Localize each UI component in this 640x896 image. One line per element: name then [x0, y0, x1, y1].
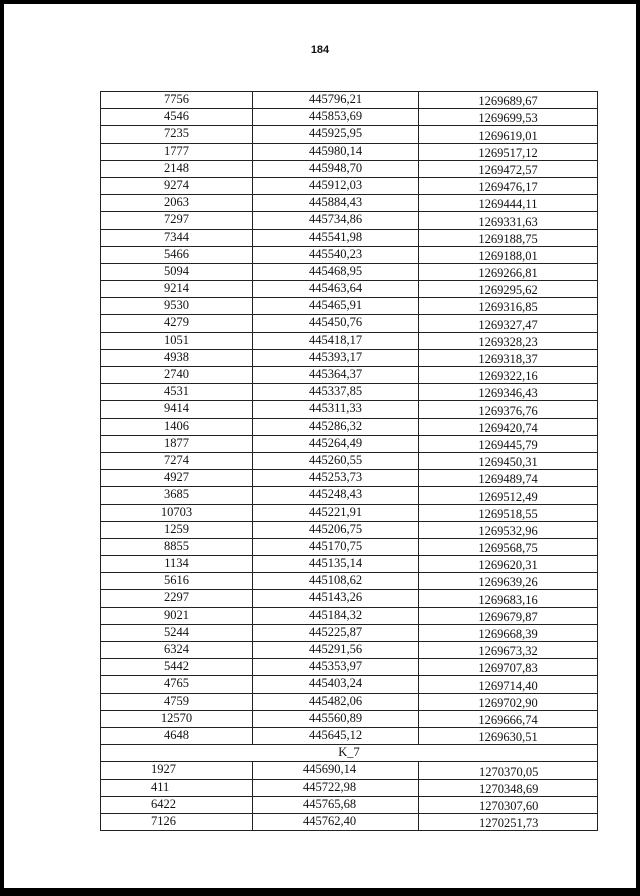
y-coordinate-cell: 1269517,12: [419, 143, 598, 160]
y-coordinate-cell: 1269316,85: [419, 298, 598, 315]
x-coordinate-cell: 445980,14: [253, 143, 419, 160]
y-coordinate-cell: 1269346,43: [419, 384, 598, 401]
table-row: [101, 710, 598, 727]
x-coordinate-cell: 445465,91: [253, 298, 419, 315]
point-number-cell: 12570: [101, 710, 253, 727]
table-row: [101, 126, 598, 143]
x-coordinate-cell: 445286,32: [253, 418, 419, 435]
table-row: [101, 659, 598, 676]
x-coordinate-cell: 445463,64: [253, 281, 419, 298]
x-coordinate-cell: 445143,26: [253, 590, 419, 607]
x-coordinate-cell: 445135,14: [253, 556, 419, 573]
x-coordinate-cell: 445170,75: [253, 538, 419, 555]
table-row: [101, 281, 598, 298]
point-number-cell: 9021: [101, 607, 253, 624]
point-number-cell: 10703: [101, 504, 253, 521]
x-coordinate-cell: 445353,97: [253, 659, 419, 676]
y-coordinate-cell: 1269322,16: [419, 367, 598, 384]
y-coordinate-cell: 1269328,23: [419, 332, 598, 349]
y-coordinate-cell: 1269673,32: [419, 642, 598, 659]
table-row: [101, 796, 598, 813]
y-coordinate-cell: 1269266,81: [419, 263, 598, 280]
y-coordinate-cell: 1269512,49: [419, 487, 598, 504]
y-coordinate-cell: 1270348,69: [419, 779, 598, 796]
section-label: K_7: [101, 745, 598, 762]
y-coordinate-cell: 1269420,74: [419, 418, 598, 435]
y-coordinate-cell: 1269489,74: [419, 470, 598, 487]
table-row: [101, 590, 598, 607]
x-coordinate-cell: 445291,56: [253, 642, 419, 659]
table-row: [101, 762, 598, 779]
point-number-cell: 4927: [101, 470, 253, 487]
point-number-cell: 7235: [101, 126, 253, 143]
point-number-cell: 1134: [101, 556, 253, 573]
point-number-cell: 7126: [101, 813, 253, 830]
y-coordinate-cell: 1269445,79: [419, 435, 598, 452]
coordinates-table: [100, 91, 598, 831]
point-number-cell: 9414: [101, 401, 253, 418]
y-coordinate-cell: 1270370,05: [419, 762, 598, 779]
table-row: [101, 727, 598, 744]
x-coordinate-cell: 445253,73: [253, 470, 419, 487]
point-number-cell: 2148: [101, 160, 253, 177]
table-row: [101, 521, 598, 538]
y-coordinate-cell: 1269476,17: [419, 177, 598, 194]
table-row: [101, 676, 598, 693]
point-number-cell: 5442: [101, 659, 253, 676]
table-row: [101, 624, 598, 641]
x-coordinate-cell: 445184,32: [253, 607, 419, 624]
table-row: [101, 779, 598, 796]
y-coordinate-cell: 1269327,47: [419, 315, 598, 332]
point-number-cell: 5616: [101, 573, 253, 590]
x-coordinate-cell: 445337,85: [253, 384, 419, 401]
y-coordinate-cell: 1269188,01: [419, 246, 598, 263]
x-coordinate-cell: 445482,06: [253, 693, 419, 710]
x-coordinate-cell: 445541,98: [253, 229, 419, 246]
x-coordinate-cell: 445645,12: [253, 727, 419, 744]
table-row: [101, 418, 598, 435]
x-coordinate-cell: 445206,75: [253, 521, 419, 538]
x-coordinate-cell: 445796,21: [253, 92, 419, 109]
table-row: [101, 246, 598, 263]
x-coordinate-cell: 445690,14: [253, 762, 419, 779]
point-number-cell: 1259: [101, 521, 253, 538]
point-number-cell: 4759: [101, 693, 253, 710]
table-row: [101, 367, 598, 384]
point-number-cell: 7756: [101, 92, 253, 109]
table-row: [101, 401, 598, 418]
x-coordinate-cell: 445311,33: [253, 401, 419, 418]
y-coordinate-cell: 1269532,96: [419, 521, 598, 538]
point-number-cell: 4765: [101, 676, 253, 693]
y-coordinate-cell: 1269714,40: [419, 676, 598, 693]
x-coordinate-cell: 445762,40: [253, 813, 419, 830]
table-row: [101, 229, 598, 246]
point-number-cell: 2063: [101, 195, 253, 212]
y-coordinate-cell: 1270251,73: [419, 813, 598, 830]
point-number-cell: 4648: [101, 727, 253, 744]
x-coordinate-cell: 445260,55: [253, 452, 419, 469]
point-number-cell: 4279: [101, 315, 253, 332]
point-number-cell: 4531: [101, 384, 253, 401]
table-row: [101, 504, 598, 521]
y-coordinate-cell: 1269188,75: [419, 229, 598, 246]
table-row: [101, 263, 598, 280]
page-number: 184: [310, 44, 330, 56]
point-number-cell: 5094: [101, 263, 253, 280]
x-coordinate-cell: 445853,69: [253, 109, 419, 126]
x-coordinate-cell: 445393,17: [253, 349, 419, 366]
y-coordinate-cell: 1269568,75: [419, 538, 598, 555]
table-row: [101, 607, 598, 624]
y-coordinate-cell: 1269295,62: [419, 281, 598, 298]
table-row: [101, 435, 598, 452]
point-number-cell: 7344: [101, 229, 253, 246]
point-number-cell: 7297: [101, 212, 253, 229]
y-coordinate-cell: 1269619,01: [419, 126, 598, 143]
table-row: [101, 487, 598, 504]
y-coordinate-cell: 1269376,76: [419, 401, 598, 418]
table-row: [101, 642, 598, 659]
table-row: [101, 212, 598, 229]
point-number-cell: 8855: [101, 538, 253, 555]
y-coordinate-cell: 1269683,16: [419, 590, 598, 607]
table-row: [101, 177, 598, 194]
point-number-cell: 6422: [101, 796, 253, 813]
point-number-cell: 6324: [101, 642, 253, 659]
y-coordinate-cell: 1269666,74: [419, 710, 598, 727]
point-number-cell: 4938: [101, 349, 253, 366]
x-coordinate-cell: 445468,95: [253, 263, 419, 280]
table-row: [101, 298, 598, 315]
x-coordinate-cell: 445884,43: [253, 195, 419, 212]
point-number-cell: 9214: [101, 281, 253, 298]
y-coordinate-cell: 1270307,60: [419, 796, 598, 813]
point-number-cell: 9274: [101, 177, 253, 194]
y-coordinate-cell: 1269620,31: [419, 556, 598, 573]
point-number-cell: 1777: [101, 143, 253, 160]
y-coordinate-cell: 1269444,11: [419, 195, 598, 212]
x-coordinate-cell: 445560,89: [253, 710, 419, 727]
y-coordinate-cell: 1269331,63: [419, 212, 598, 229]
y-coordinate-cell: 1269668,39: [419, 624, 598, 641]
table-row: [101, 470, 598, 487]
point-number-cell: 9530: [101, 298, 253, 315]
table-row: [101, 573, 598, 590]
point-number-cell: 7274: [101, 452, 253, 469]
y-coordinate-cell: 1269702,90: [419, 693, 598, 710]
x-coordinate-cell: 445225,87: [253, 624, 419, 641]
point-number-cell: 2740: [101, 367, 253, 384]
table-row: [101, 538, 598, 555]
point-number-cell: 4546: [101, 109, 253, 126]
y-coordinate-cell: 1269639,26: [419, 573, 598, 590]
y-coordinate-cell: 1269679,87: [419, 607, 598, 624]
x-coordinate-cell: 445925,95: [253, 126, 419, 143]
table-row: [101, 195, 598, 212]
table-row: [101, 92, 598, 109]
y-coordinate-cell: 1269699,53: [419, 109, 598, 126]
table-row: [101, 315, 598, 332]
table-row: [101, 349, 598, 366]
point-number-cell: 411: [101, 779, 253, 796]
x-coordinate-cell: 445108,62: [253, 573, 419, 590]
x-coordinate-cell: 445264,49: [253, 435, 419, 452]
table-row: [101, 693, 598, 710]
point-number-cell: 2297: [101, 590, 253, 607]
point-number-cell: 3685: [101, 487, 253, 504]
y-coordinate-cell: 1269707,83: [419, 659, 598, 676]
table-row: [101, 452, 598, 469]
y-coordinate-cell: 1269450,31: [419, 452, 598, 469]
point-number-cell: 1051: [101, 332, 253, 349]
section-row: [101, 745, 598, 762]
x-coordinate-cell: 445765,68: [253, 796, 419, 813]
table-row: [101, 143, 598, 160]
table-row: [101, 813, 598, 830]
table-row: [101, 109, 598, 126]
x-coordinate-cell: 445418,17: [253, 332, 419, 349]
y-coordinate-cell: 1269472,57: [419, 160, 598, 177]
y-coordinate-cell: 1269630,51: [419, 727, 598, 744]
point-number-cell: 1406: [101, 418, 253, 435]
x-coordinate-cell: 445912,03: [253, 177, 419, 194]
document-page: [4, 4, 636, 888]
x-coordinate-cell: 445450,76: [253, 315, 419, 332]
point-number-cell: 1877: [101, 435, 253, 452]
x-coordinate-cell: 445403,24: [253, 676, 419, 693]
point-number-cell: 1927: [101, 762, 253, 779]
table-row: [101, 332, 598, 349]
y-coordinate-cell: 1269689,67: [419, 92, 598, 109]
table-row: [101, 556, 598, 573]
x-coordinate-cell: 445948,70: [253, 160, 419, 177]
point-number-cell: 5466: [101, 246, 253, 263]
y-coordinate-cell: 1269518,55: [419, 504, 598, 521]
y-coordinate-cell: 1269318,37: [419, 349, 598, 366]
x-coordinate-cell: 445540,23: [253, 246, 419, 263]
x-coordinate-cell: 445248,43: [253, 487, 419, 504]
table-row: [101, 384, 598, 401]
x-coordinate-cell: 445734,86: [253, 212, 419, 229]
x-coordinate-cell: 445722,98: [253, 779, 419, 796]
table-row: [101, 160, 598, 177]
x-coordinate-cell: 445364,37: [253, 367, 419, 384]
x-coordinate-cell: 445221,91: [253, 504, 419, 521]
point-number-cell: 5244: [101, 624, 253, 641]
